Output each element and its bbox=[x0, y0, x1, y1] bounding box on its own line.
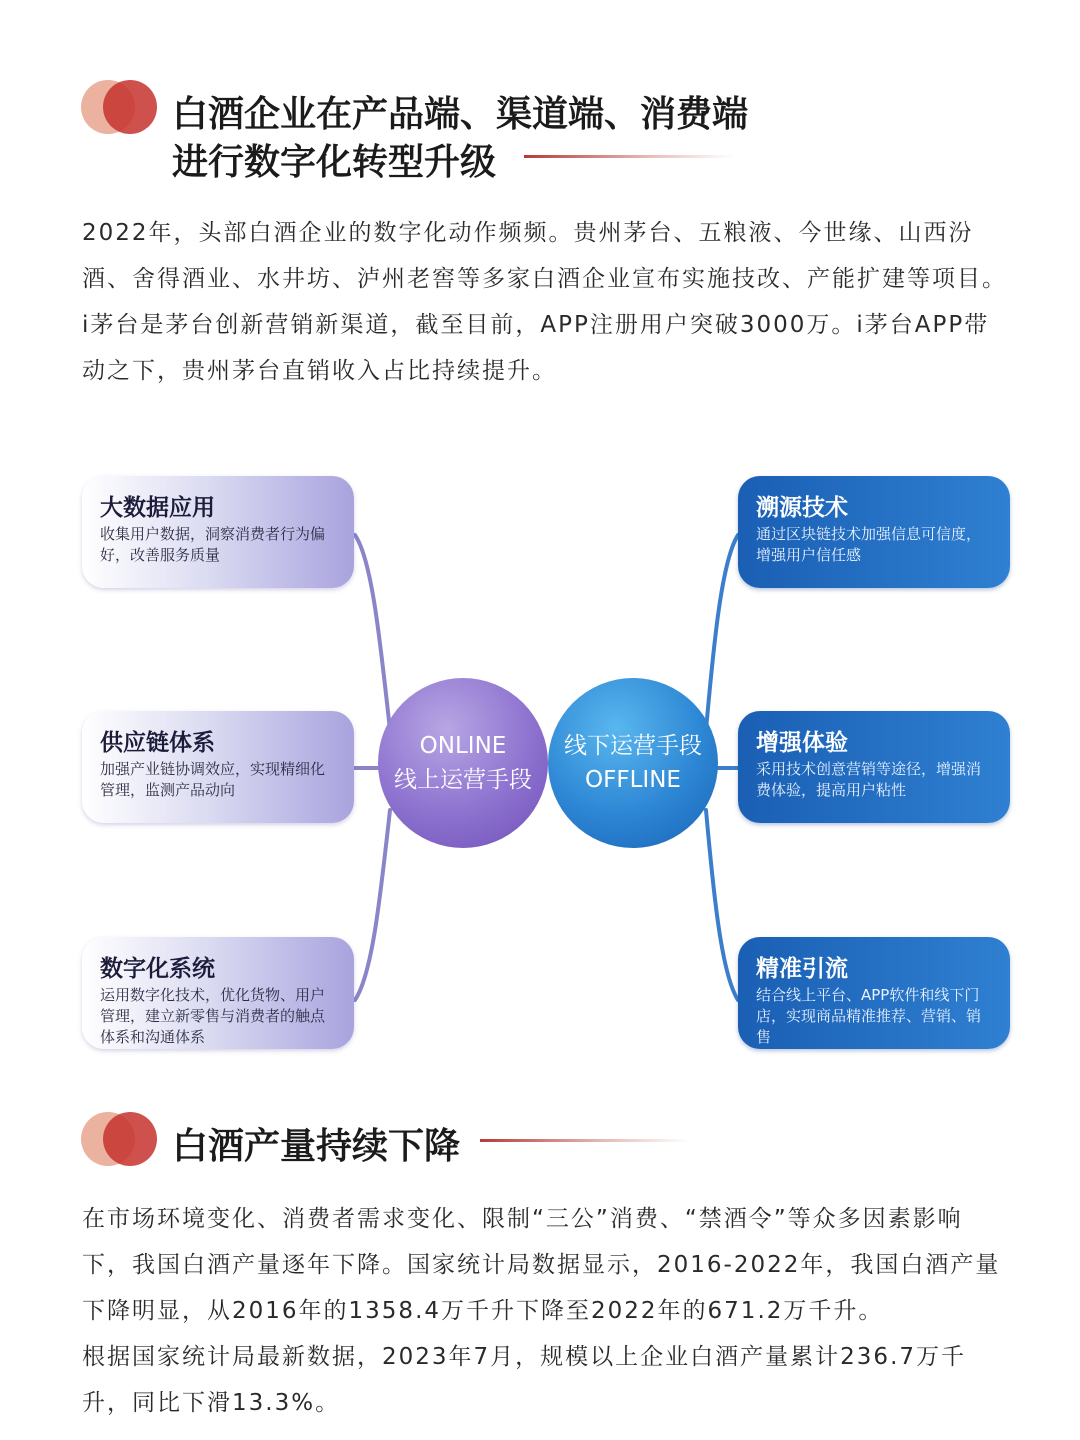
box-experience-desc: 采用技术创意营销等途径，增强消费体验，提高用户粘性 bbox=[756, 760, 982, 799]
box-precise-traffic bbox=[738, 937, 1010, 1049]
box-traceability-desc: 通过区块链技术加强信息可信度，增强用户信任感 bbox=[756, 525, 982, 564]
box-supply-chain-title: 供应链体系 bbox=[100, 730, 215, 756]
section2-title-underline bbox=[480, 1139, 690, 1142]
section1-title-line2: 进行数字化转型升级 bbox=[172, 142, 497, 183]
box-experience-title: 增强体验 bbox=[756, 730, 848, 756]
box-digital-system-desc: 运用数字化技术，优化货物、用户管理，建立新零售与消费者的触点体系和沟通体系 bbox=[100, 986, 326, 1046]
online-label-zh: 线上运营手段 bbox=[394, 767, 532, 793]
connector-right-top bbox=[706, 535, 738, 730]
online-label-en: ONLINE bbox=[419, 733, 507, 759]
section2-title: 白酒产量持续下降 bbox=[172, 1126, 461, 1167]
online-circle bbox=[378, 678, 548, 848]
box-digital-system-title: 数字化系统 bbox=[100, 956, 215, 982]
box-precise-traffic-desc: 结合线上平台、APP软件和线下门店，实现商品精准推荐、营销、销售 bbox=[756, 986, 982, 1046]
box-digital-system bbox=[82, 937, 354, 1049]
box-big-data bbox=[82, 476, 354, 588]
box-big-data-desc: 收集用户数据，洞察消费者行为偏好，改善服务质量 bbox=[100, 525, 326, 564]
box-traceability-title: 溯源技术 bbox=[756, 495, 848, 521]
connector-left-top bbox=[355, 535, 390, 730]
overlapping-circles-icon bbox=[80, 1110, 160, 1168]
box-big-data-title: 大数据应用 bbox=[100, 495, 215, 521]
section1-title-line1: 白酒企业在产品端、渠道端、消费端 bbox=[172, 94, 749, 135]
section2-paragraph-1: 在市场环境变化、消费者需求变化、限制“三公”消费、“禁酒令”等众多因素影响下，我国白酒产量逐年下降。国家统计局数据显示，2016-2022年，我国白酒产量下降明显，从2016年的1358.4万千升下降至2022年的671.2万千升。 bbox=[82, 1206, 1001, 1324]
box-supply-chain bbox=[82, 711, 354, 823]
offline-circle bbox=[548, 678, 718, 848]
section1-paragraph-1: 2022年，头部白酒企业的数字化动作频频。贵州茅台、五粮液、今世缘、山西汾酒、舍得酒业、水井坊、泸州老窖等多家白酒企业宣布实施技改、产能扩建等项目。 bbox=[82, 220, 1007, 292]
box-supply-chain-desc: 加强产业链协调效应，实现精细化管理，监测产品动向 bbox=[100, 760, 326, 799]
offline-label-zh: 线下运营手段 bbox=[564, 733, 702, 759]
box-traceability bbox=[738, 476, 1010, 588]
section1-paragraph-2: i茅台是茅台创新营销新渠道，截至目前，APP注册用户突破3000万。i茅台APP带动之下，贵州茅台直销收入占比持续提升。 bbox=[82, 312, 990, 384]
box-precise-traffic-title: 精准引流 bbox=[756, 956, 848, 982]
offline-label-en: OFFLINE bbox=[585, 767, 681, 793]
connector-left-bottom bbox=[355, 810, 390, 1000]
connector-right-bottom bbox=[706, 810, 738, 1000]
section2-header bbox=[80, 1110, 780, 1172]
box-experience bbox=[738, 711, 1010, 823]
section2-body bbox=[82, 1196, 1008, 1426]
section2-paragraph-2: 根据国家统计局最新数据，2023年7月，规模以上企业白酒产量累计236.7万千升，同比下滑13.3%。 bbox=[82, 1344, 967, 1416]
